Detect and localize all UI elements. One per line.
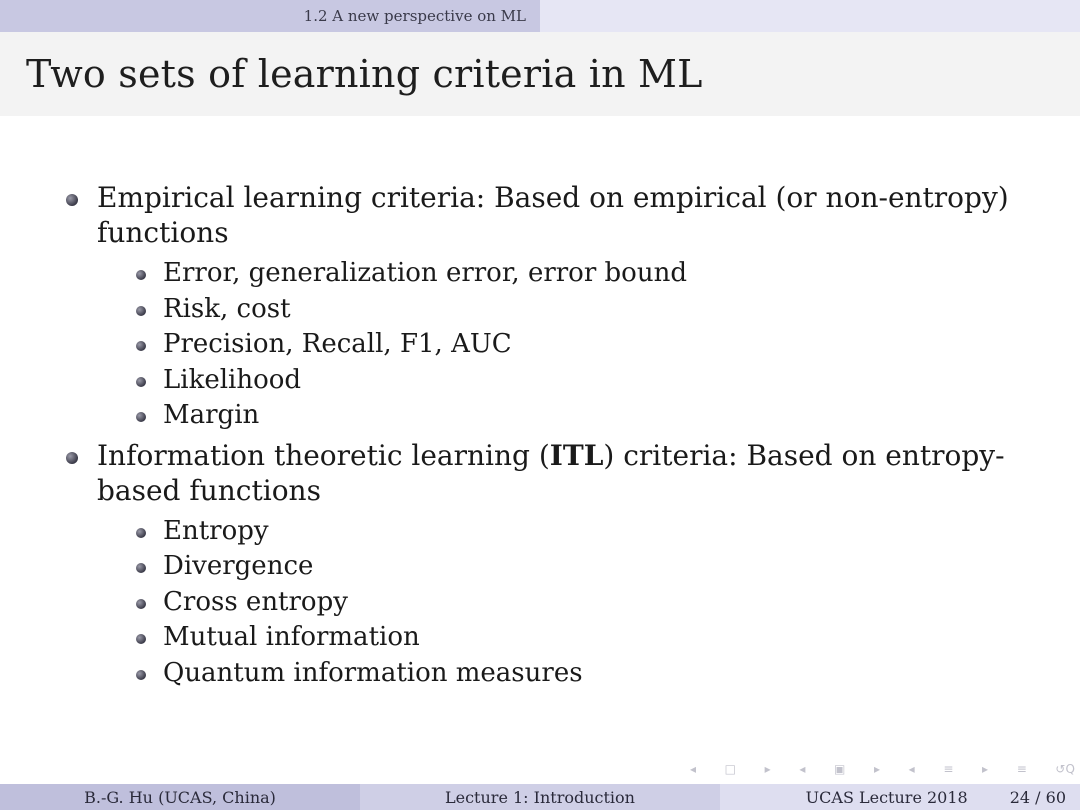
sublist-empirical [0, 256, 1080, 434]
footer-author [0, 784, 360, 810]
bullet-text: Empirical learning criteria: Based on empirical (or non-entropy) functions [97, 181, 1009, 249]
nav-next-section-icon[interactable]: ▸ [982, 762, 989, 776]
bullet-icon [136, 599, 146, 609]
nav-section-icon[interactable]: ≡ [943, 762, 954, 776]
bullet-icon [136, 306, 146, 316]
nav-prev-section-icon[interactable]: ◂ [908, 762, 915, 776]
bullet-text-bold: ITL [549, 438, 604, 472]
list-item [0, 585, 1080, 621]
nav-prev-frame-icon[interactable]: ◂ [690, 762, 697, 776]
list-item-text: Divergence [163, 551, 314, 581]
list-item [0, 398, 1080, 434]
navigation-symbols [690, 760, 1075, 778]
list-item [0, 656, 1080, 692]
bullet-item-empirical [0, 180, 1080, 250]
list-item [0, 327, 1080, 363]
nav-align-icon[interactable]: ≡ [1016, 762, 1027, 776]
bullet-icon [136, 270, 146, 280]
bullet-icon [136, 341, 146, 351]
list-item-text: Mutual information [163, 622, 420, 652]
nav-search-icon[interactable]: ↺Q [1055, 762, 1075, 776]
nav-subsection-icon[interactable]: ▣ [834, 762, 846, 776]
list-item-text: Margin [163, 400, 260, 430]
list-item-text: Precision, Recall, F1, AUC [163, 329, 512, 359]
list-item [0, 549, 1080, 585]
nav-frame-icon[interactable]: □ [724, 762, 737, 776]
list-item-text: Entropy [163, 515, 269, 546]
footer-talk-title-text: Lecture 1: Introduction [445, 787, 635, 807]
frame-title-band [0, 32, 1080, 116]
bullet-icon [136, 634, 146, 644]
footer-author-text: B.-G. Hu (UCAS, China) [84, 787, 276, 807]
list-item-text: Quantum information measures [163, 657, 583, 688]
slide-content [0, 180, 1080, 695]
frame-title: Two sets of learning criteria in ML [26, 52, 703, 96]
sublist-itl [0, 514, 1080, 692]
section-label: 1.2 A new perspective on ML [303, 7, 526, 25]
bullet-icon [136, 528, 146, 538]
bullet-icon [66, 452, 78, 464]
footer-page-number: 24 / 60 [1009, 787, 1066, 807]
footer-date-text: UCAS Lecture 2018 [805, 787, 968, 807]
top-navigation-bar [0, 0, 1080, 32]
list-item-text: Error, generalization error, error bound [163, 258, 687, 288]
bullet-icon [66, 194, 78, 206]
bullet-text-before: Information theoretic learning ( [97, 438, 550, 472]
list-item [0, 292, 1080, 328]
list-item-text: Likelihood [163, 364, 302, 395]
list-item [0, 256, 1080, 292]
bullet-text-after: ) criteria: Based on entropy-based functions [97, 438, 1005, 507]
footer [0, 784, 1080, 810]
bullet-icon [136, 412, 146, 422]
bullet-icon [136, 377, 146, 387]
bullet-item-itl [0, 438, 1080, 508]
footer-date-page [720, 784, 1080, 810]
list-item-text: Risk, cost [163, 293, 291, 324]
bullet-icon [136, 563, 146, 573]
list-item-text: Cross entropy [163, 586, 348, 617]
nav-prev-subsection-icon[interactable]: ◂ [799, 762, 806, 776]
section-tab[interactable] [0, 0, 540, 32]
nav-next-frame-icon[interactable]: ▸ [764, 762, 771, 776]
list-item [0, 363, 1080, 399]
footer-talk-title [360, 784, 720, 810]
list-item [0, 514, 1080, 550]
nav-next-subsection-icon[interactable]: ▸ [873, 762, 881, 776]
bullet-icon [136, 670, 146, 680]
list-item [0, 620, 1080, 656]
